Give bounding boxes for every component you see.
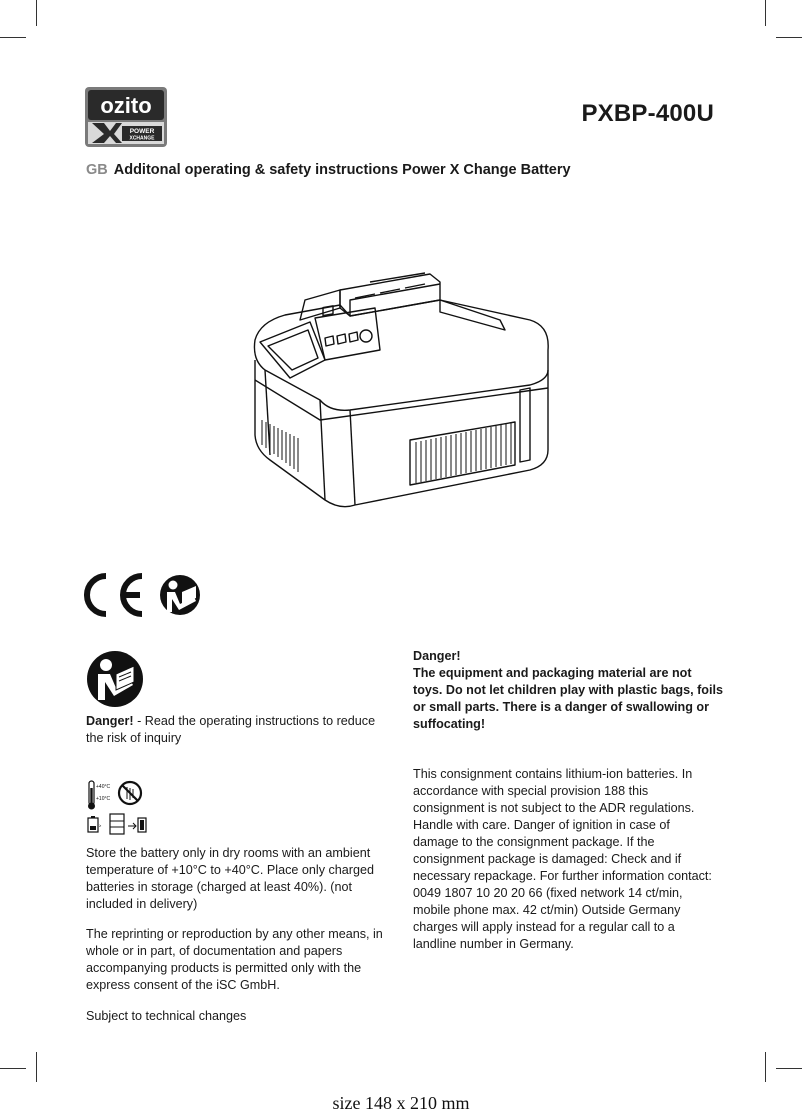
lithium-consignment-notice (413, 766, 713, 953)
lithium-text: This consignment contains lithium-ion batteries. In accordance with special provision 188 this consignment is not subject to the ADR regulations. Handle with care. Danger of ignition in case of damage to the consignment package. If the consignment package is damaged: Check and if necessary repackage. For further information contact: 0049 1807 10 20 20 66 (fixed network 14 ct/min, mobile phone max. 42 ct/min) Outside Germany charges will apply instead for a regular call to a landline number in Germany. (413, 767, 712, 951)
battery-illustration (230, 260, 560, 520)
packaging-danger-notice (413, 648, 723, 733)
storage-instructions (86, 845, 386, 913)
svg-text:≥: ≥ (99, 823, 102, 828)
read-manual-icon (86, 650, 144, 708)
storage-text: Store the battery only in dry rooms with an ambient temperature of +10°C to +40°C. Place only charged batteries in storage (charged at least 40%). (not included in delivery) (86, 846, 375, 911)
reprint-text: The reprinting or reproduction by any other means, in whole or in part, of documentation and papers accompanying products is permitted only with the express consent of the iSC GmbH. (86, 927, 383, 992)
svg-text:XCHANGE: XCHANGE (129, 135, 155, 142)
danger-label: Danger! (86, 714, 134, 728)
svg-text:ozito: ozito (100, 93, 152, 118)
page-title (86, 162, 571, 178)
crop-mark (36, 0, 37, 26)
danger-notice (86, 713, 386, 747)
svg-text:+40°C: +40°C (96, 784, 111, 790)
storage-temperature-icons (86, 780, 150, 836)
crop-mark (776, 1068, 802, 1069)
page-size-label: size 148 x 210 mm (332, 1093, 470, 1113)
language-code: GB (86, 162, 108, 178)
crop-mark (765, 1052, 766, 1082)
ce-mark-icon (84, 572, 204, 618)
ozito-logo (84, 86, 168, 148)
svg-text:+10°C: +10°C (96, 796, 111, 802)
technical-changes (86, 1008, 386, 1025)
changes-text: Subject to technical changes (86, 1009, 247, 1023)
packaging-danger-title: Danger! (413, 649, 461, 663)
crop-mark (765, 0, 766, 26)
crop-mark (0, 37, 26, 38)
model-number: PXBP-400U (581, 100, 714, 127)
title-text: Additonal operating & safety instructions Power X Change Battery (113, 162, 571, 178)
packaging-danger-text: The equipment and packaging material are not toys. Do not let children play with plastic bags, foils or small parts. There is a danger of swallowing or suffocating! (413, 666, 723, 731)
crop-mark (36, 1052, 37, 1082)
crop-mark (0, 1068, 26, 1069)
shelf-icon (110, 814, 124, 834)
reprint-notice (86, 926, 386, 994)
danger-text: - Read the operating instructions to reduce the risk of inquiry (86, 714, 376, 745)
crop-mark (776, 37, 802, 38)
svg-text:POWER: POWER (129, 128, 155, 135)
